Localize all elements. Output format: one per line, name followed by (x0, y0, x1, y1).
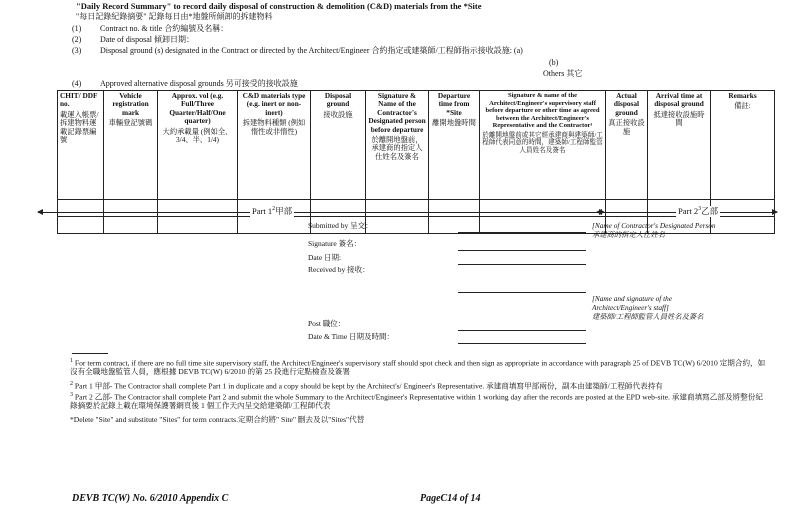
table-cell[interactable] (311, 200, 366, 217)
architect-note-zh: 建築師/工程師監管人員姓名及簽名 (592, 312, 704, 321)
post-line[interactable] (458, 330, 586, 331)
item-disposal-date: (2) Date of disposal 傾卸日期： (72, 35, 194, 44)
table-cell[interactable] (104, 200, 158, 217)
item3-b-label: (b) (549, 58, 559, 67)
part1-arrow (38, 212, 604, 213)
footnote-2: $^2$ Part 1 甲部- The Contractor shall complete Part 1 in duplicate and a copy should be kept by the Architect's/ Engineer's Representative. 承建商填寫甲部兩份，副本由建築師/工程師代表持有 (70, 381, 663, 391)
col-header-contractor-signature: Signature & Name of the Contractor's Designated person before departure 於離開地盤前，承建商的指定人仕姓名及簽名 (366, 91, 429, 200)
table-cell[interactable] (58, 200, 104, 217)
table-cell[interactable] (711, 200, 775, 217)
footnote-rule (72, 353, 108, 354)
col-header-chit: CHIT/ DDF no. 載運入帳票/ 拆建物料運載記錄票編號 (58, 91, 104, 200)
table-row (58, 200, 775, 217)
contractor-note-en: [Name of Contractor's Designated Person (592, 221, 716, 230)
table-cell[interactable] (366, 200, 429, 217)
part1-label: Part $1^2$甲部 (252, 205, 293, 216)
table-cell[interactable] (58, 217, 104, 234)
table-cell[interactable] (158, 217, 238, 234)
post-label: Post 職位： (308, 319, 346, 328)
date-label: Date 日期: (308, 253, 342, 262)
part2-label: Part $2^3$乙部 (678, 205, 719, 216)
table-cell[interactable] (606, 200, 648, 217)
footnote-1: $^1$ For term contract, if there are no full time site supervisory staff, the Architect/Engineer's supervisory staff should spot check and then sign as appropriate in accordance with paragraph 25 of DEVB TC(W) 6/2010 定期合約，如沒有全職地盤監管人員，應根據 DEVB TC(W) 6/2010 的第 25 段進行定點檢查及簽署 (70, 358, 766, 377)
col-header-engineer-signature: Signature & name of the Architect/Engineer's supervisory staff before departure or other time as agreed between the Architect/Engineer's Representative and the Contractor¹ 於離開地盤前或其它經承建商與建築師/工程師代表同意的時間，建築師/工程師監管人員姓名及簽名 (480, 91, 606, 200)
col-header-arrival-time: Arrival time at disposal ground 抵達接收設施時間 (648, 91, 711, 200)
col-header-departure-time: Departure time from *Site 離開地盤時間 (429, 91, 480, 200)
item-disposal-ground: (3) Disposal ground (s) designated in the Contract or directed by the Architect/Engineer 合約指定或建築師/工程師指示接收設施: (a) (72, 46, 523, 55)
date-time-line[interactable] (458, 343, 586, 344)
submitted-by-label: Submitted by 呈交： (308, 221, 373, 230)
table-cell[interactable] (104, 217, 158, 234)
received-by-line[interactable] (458, 292, 586, 293)
table-cell[interactable] (480, 217, 606, 234)
table-cell[interactable] (429, 200, 480, 217)
footer-page-number: PageC14 of 14 (420, 493, 481, 504)
form-title: "Daily Record Summary" to record daily disposal of construction & demolition (C&D) materials from the *Site (76, 1, 482, 11)
architect-note-en: [Name and signature of the (592, 294, 672, 303)
footnote-delete-site: *Delete "Site" and substitute "Sites" for term contracts.定期合約將" Site" 刪去及以"Sites"代替 (70, 415, 365, 424)
date-time-label: Date & Time 日期及時間： (308, 332, 395, 341)
item-alternative-grounds: (4) Approved alternative disposal grounds 另可接受的接收設施 (72, 79, 298, 88)
footer-circular-ref: DEVB TC(W) No. 6/2010 Appendix C (72, 493, 229, 504)
table-cell[interactable] (480, 200, 606, 217)
table-header-row (58, 91, 775, 200)
form-subtitle: "每日記錄紀錄摘要" 記錄每日由*地盤所傾卸的拆建物料 (76, 12, 273, 21)
table-cell[interactable] (366, 217, 429, 234)
col-header-disposal-ground: Disposal ground 接收設施 (311, 91, 366, 200)
contractor-note-zh: 承建商的指定人仕姓名 (592, 230, 665, 239)
col-header-vehicle: Vehicle registration mark 車輛登記號碼 (104, 91, 158, 200)
item3-others-label: Others 其它 (543, 69, 583, 78)
architect-note-en2: Architect/Engineer's staff] (592, 303, 669, 312)
submitted-by-line[interactable] (458, 232, 586, 233)
col-header-remarks: Remarks 備註: (711, 91, 775, 200)
table-cell[interactable] (238, 217, 311, 234)
col-header-actual-ground: Actual disposal ground 真正接收設施 (606, 91, 648, 200)
signature-label: Signature 簽名： (308, 239, 362, 248)
col-header-material-type: C&D materials type (e.g. inert or non-inert) 拆建物料種類 (例如惰性或非惰性) (238, 91, 311, 200)
date-line[interactable] (458, 264, 586, 265)
footnote-3: $^3$ Part 2 乙部- The Contractor shall complete Part 2 and submit the whole Summary to the Architect/Engineer's Representative within 1 working day after the records are posted at the EPD web-site. 承建商填寫乙部及將整份紀錄摘要於記錄上載在環境保護署網頁後 1 個工作天內呈交給建築師/工程師代表 (70, 392, 763, 411)
item-contract-no: (1) Contract no. & title 合約編號及名稱： (72, 24, 229, 33)
signature-line[interactable] (458, 250, 586, 251)
table-cell[interactable] (711, 217, 775, 234)
table-cell[interactable] (429, 217, 480, 234)
col-header-volume: Approx. vol (e.g. Full/Three Quarter/Half/One quarter) 大約承載量 (例如全、3/4、半、1/4) (158, 91, 238, 200)
received-by-label: Received by 接收： (308, 265, 370, 274)
table-cell[interactable] (158, 200, 238, 217)
